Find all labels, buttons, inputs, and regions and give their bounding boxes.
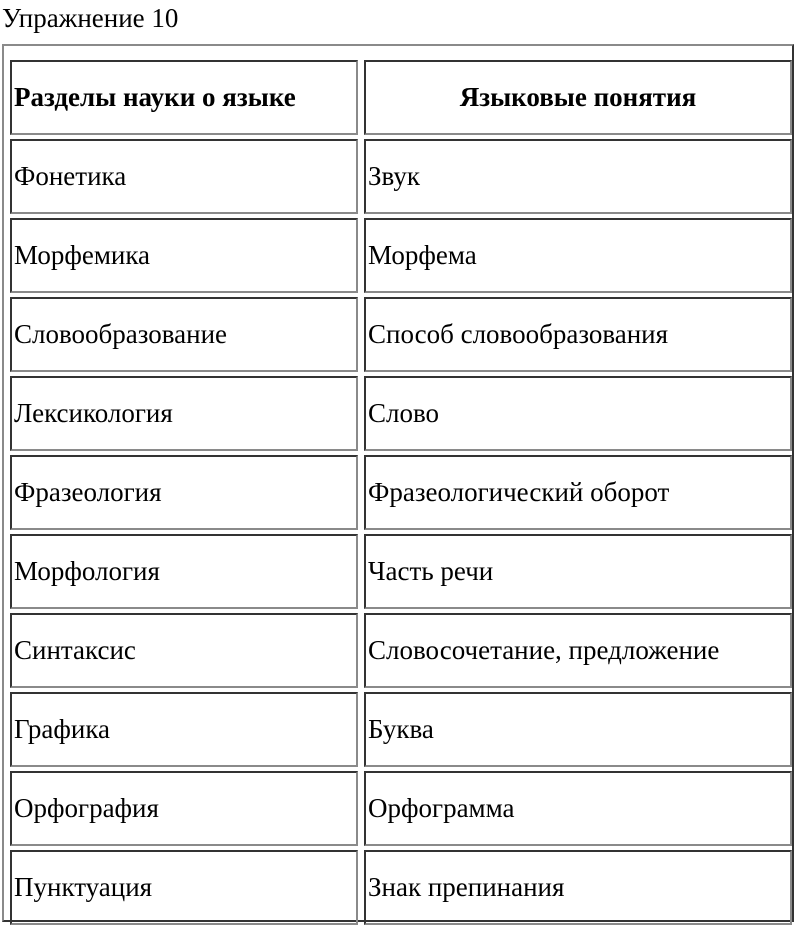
cell-concept: Орфограмма — [364, 771, 792, 846]
cell-section: Фонетика — [10, 139, 358, 214]
table-row — [10, 534, 786, 609]
table-row — [10, 218, 786, 293]
cell-concept: Слово — [364, 376, 792, 451]
table-row — [10, 376, 786, 451]
header-sections: Разделы науки о языке — [10, 60, 358, 135]
header-concepts: Языковые понятия — [364, 60, 792, 135]
cell-section: Пунктуация — [10, 850, 358, 925]
cell-section: Графика — [10, 692, 358, 767]
cell-section: Орфография — [10, 771, 358, 846]
concepts-table-frame — [2, 44, 794, 922]
table-row — [10, 455, 786, 530]
concepts-table — [10, 56, 786, 929]
table-row — [10, 771, 786, 846]
cell-section: Фразеология — [10, 455, 358, 530]
cell-section: Морфология — [10, 534, 358, 609]
table-row — [10, 139, 786, 214]
cell-concept: Способ словообразования — [364, 297, 792, 372]
cell-section: Морфемика — [10, 218, 358, 293]
cell-concept: Звук — [364, 139, 792, 214]
cell-concept: Буква — [364, 692, 792, 767]
cell-concept: Знак препинания — [364, 850, 792, 925]
table-row — [10, 297, 786, 372]
exercise-title: Упражнение 10 — [2, 3, 179, 33]
table-row — [10, 692, 786, 767]
cell-concept: Морфема — [364, 218, 792, 293]
cell-section: Словообразование — [10, 297, 358, 372]
table-row — [10, 613, 786, 688]
cell-concept: Словосочетание, предложение — [364, 613, 792, 688]
cell-section: Синтаксис — [10, 613, 358, 688]
cell-concept: Фразеологический оборот — [364, 455, 792, 530]
cell-section: Лексикология — [10, 376, 358, 451]
table-row — [10, 850, 786, 925]
table-header-row — [10, 60, 786, 135]
cell-concept: Часть речи — [364, 534, 792, 609]
